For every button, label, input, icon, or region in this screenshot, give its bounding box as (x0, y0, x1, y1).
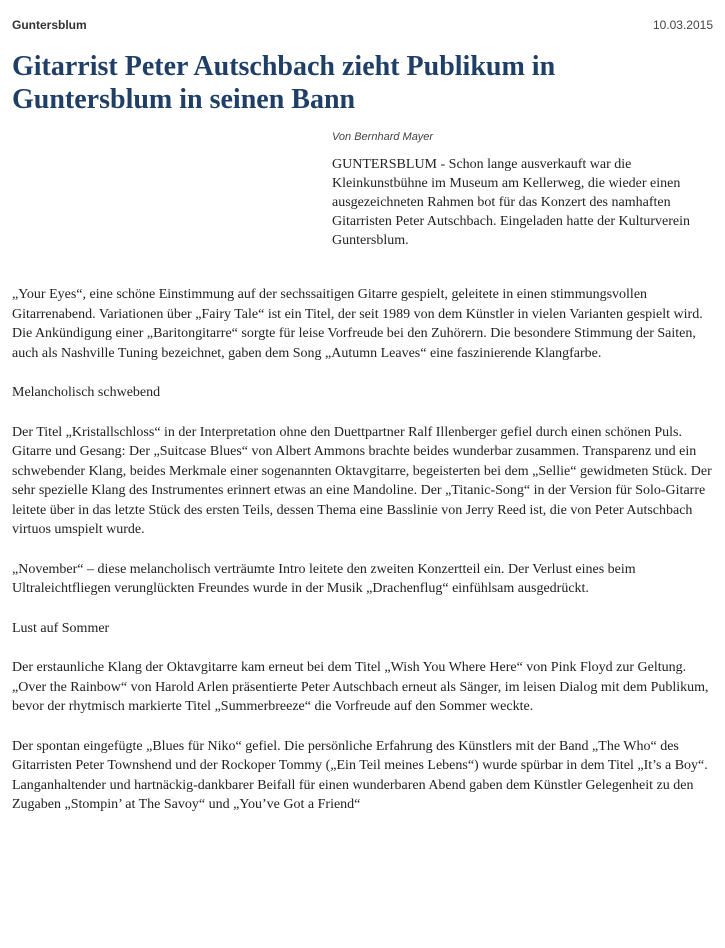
author-byline: Von Bernhard Mayer (332, 131, 434, 143)
body-paragraph: Der spontan eingefügte „Blues für Niko“ gefiel. Die persönliche Erfahrung des Künstlers mit der Band „The Who“ des Gitarristen Peter Townshend und der Rockoper Tommy („Ein Teil meines Lebens“) wurde spürbar in dem Titel „It’s a Boy“. Langanhaltender und hartnäckig-dankbarer Beifall für einen wunderbaren Abend gaben dem Künstler Gelegenheit zu den Zugaben „Stompin’ at The Savoy“ und „You’ve Got a Friend“ (12, 738, 708, 812)
section-heading: Melancholisch schwebend (12, 385, 161, 400)
body-paragraph: Der Titel „Kristallschloss“ in der Interpretation ohne den Duettpartner Ralf Illenberger gefiel durch einen schönen Puls. Gitarre und Gesang: Der „Suitcase Blues“ von Albert Ammons brachte beides wunderbar zusammen. Transparenz und ein schwebender Klang, beides Merkmale einer sogenannten Oktavgitarre, begeisterten bei dem „Sellie“ gewidmeten Stück. Der sehr spezielle Klang des Instrumentes erinnert etwas an eine Mandoline. Der „Titanic-Song“ in der Version für Solo-Gitarre leitete über in das letzte Stück des ersten Teils, dessen Thema eine Basslinie von Jerry Reed ist, die von Peter Autschbach virtuos umspielt wurde. (12, 424, 712, 537)
publication-date: 10.03.2015 (652, 18, 713, 32)
body-paragraph: Der erstaunliche Klang der Oktavgitarre kam erneut bei dem Titel „Wish You Where Here“ von Pink Floyd zur Geltung. „Over the Rainbow“ von Harold Arlen präsentierte Peter Autschbach erneut als Sänger, im leisen Dialog mit dem Publikum, bevor der rhytmisch markierte Titel „Summerbreeze“ die Vorfreude auf den Sommer weckte. (12, 660, 709, 714)
article-body (12, 285, 714, 835)
body-paragraph: „Your Eyes“, eine schöne Einstimmung auf der sechssaitigen Gitarre gespielt, geleitete in einen stimmungsvollen Gitarrenabend. Variationen über „Fairy Tale“ ist ein Titel, der seit 1989 von dem Künstler in vielen Varianten gespielt wird. Die Ankündigung einer „Baritongitarre“ sorgte für leise Vorfreude bei den Zuhörern. Die besondere Stimmung der Saiten, auch als Nashville Tuning bezeichnet, gaben dem Song „Autumn Leaves“ eine faszinierende Klangfarbe. (12, 287, 703, 361)
location-label: Guntersblum (12, 18, 87, 32)
article-title: Gitarrist Peter Autschbach zieht Publikum in Guntersblum in seinen Bann (12, 51, 556, 115)
article-meta-bar (12, 18, 713, 34)
section-heading: Lust auf Sommer (12, 620, 110, 636)
article-lead: GUNTERSBLUM - Schon lange ausverkauft war die Kleinkunstbühne im Museum am Kellerweg, die wieder einen ausgezeichneten Rahmen bot für das Konzert des namhaften Gitarristen Peter Autschbach. Eingeladen hatte der Kulturverein Guntersblum. (332, 157, 691, 248)
body-paragraph: „November“ – diese melancholisch verträumte Intro leitete den zweiten Konzertteil ein. Der Verlust eines beim Ultraleichtfliegen verunglückten Freundes wurde in der Musik „Drachenflug“ einfühlsam ausgedrückt. (12, 561, 636, 596)
